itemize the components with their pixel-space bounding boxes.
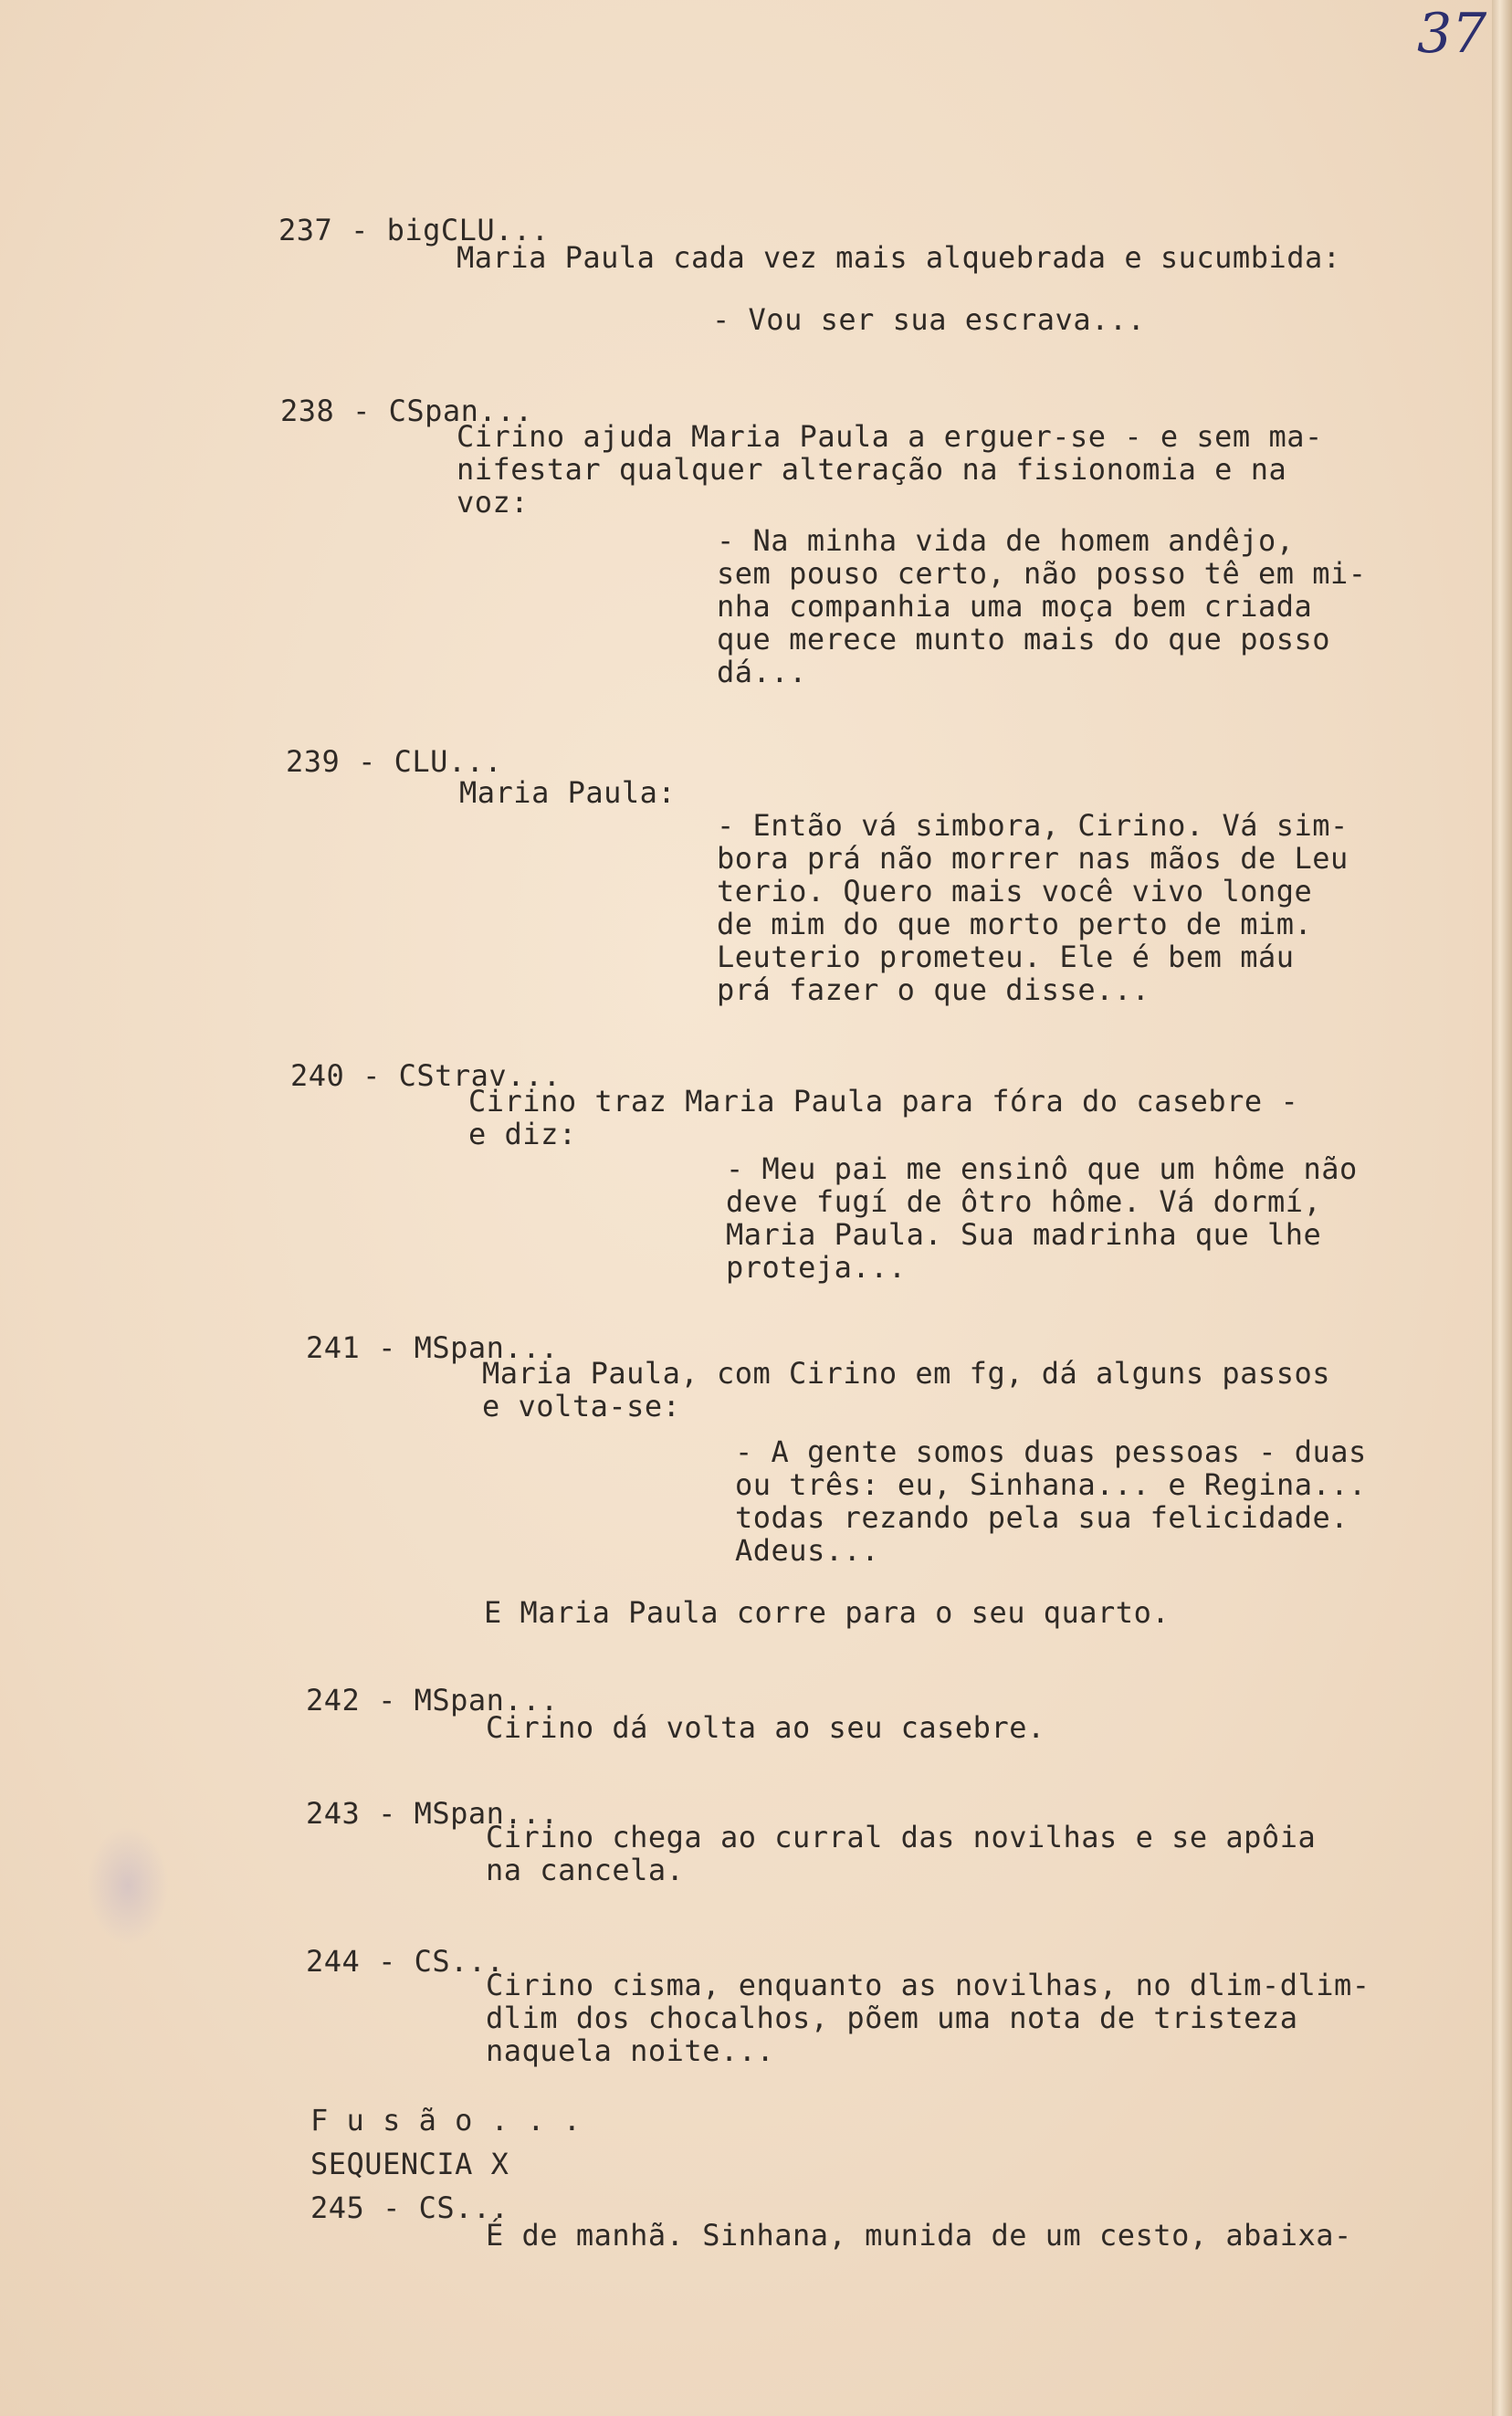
scene-dialogue-237-1: - Vou ser sua escrava... — [712, 302, 1146, 337]
scene-action-244-1: Cirino cisma, enquanto as novilhas, no dlim-dlim- — [486, 1968, 1370, 2002]
transition-label: F u s ã o . . . — [310, 2103, 582, 2138]
scene-dialogue-239-1: - Então vá simbora, Cirino. Vá sim- — [717, 808, 1349, 843]
scene-dialogue-241-1: - A gente somos duas pessoas - duas — [735, 1434, 1367, 1469]
scene-heading-243: 243 - MSpan... — [306, 1796, 559, 1831]
scene-dialogue-241-4: Adeus... — [735, 1533, 880, 1568]
scene-heading-244: 244 - CS... — [306, 1944, 505, 1979]
scene-action-243-2: na cancela. — [486, 1853, 685, 1887]
scene-dialogue-240-1: - Meu pai me ensinô que um hôme não — [726, 1151, 1358, 1186]
scene-action-238-2: nifestar qualquer alteração na fisionomia e na — [457, 452, 1287, 487]
scene-action-242-1: Cirino dá volta ao seu casebre. — [486, 1710, 1045, 1745]
scene-heading-240: 240 - CStrav... — [290, 1058, 562, 1093]
scene-heading-245: 245 - CS... — [310, 2190, 509, 2225]
scene-heading-242: 242 - MSpan... — [306, 1683, 559, 1717]
scene-action-238-1: Cirino ajuda Maria Paula a erguer-se - e sem ma- — [457, 419, 1323, 454]
scene-action-239-1: Maria Paula: — [459, 775, 677, 810]
scene-heading-237: 237 - bigCLU... — [278, 213, 550, 247]
scene-heading-241: 241 - MSpan... — [306, 1330, 559, 1365]
scene-after-241-1: E Maria Paula corre para o seu quarto. — [484, 1595, 1171, 1630]
scene-dialogue-239-2: bora prá não morrer nas mãos de Leu — [717, 841, 1349, 876]
scene-action-238-3: voz: — [457, 485, 530, 520]
scene-dialogue-238-1: - Na minha vida de homem andêjo, — [717, 523, 1295, 558]
scene-dialogue-239-4: de mim do que morto perto de mim. — [717, 907, 1313, 941]
page-number: 37 — [1417, 2, 1487, 66]
scene-action-240-2: e diz: — [468, 1117, 577, 1151]
scene-action-245-1: É de manhã. Sinhana, munida de um cesto, abaixa- — [486, 2218, 1352, 2253]
scene-dialogue-238-2: sem pouso certo, não posso tê em mi- — [717, 556, 1367, 591]
scene-heading-238: 238 - CSpan... — [280, 394, 533, 428]
scene-action-241-2: e volta-se: — [482, 1389, 681, 1423]
scene-dialogue-240-4: proteja... — [726, 1250, 907, 1285]
scene-action-244-2: dlim dos chocalhos, põem uma nota de tristeza — [486, 2001, 1298, 2035]
scene-dialogue-241-2: ou três: eu, Sinhana... e Regina... — [735, 1467, 1367, 1502]
scene-action-240-1: Cirino traz Maria Paula para fóra do casebre - — [468, 1084, 1299, 1119]
sequence-label: SEQUENCIA X — [310, 2147, 509, 2181]
scene-dialogue-241-3: todas rezando pela sua felicidade. — [735, 1500, 1349, 1535]
ink-stain — [87, 1826, 169, 1945]
scene-dialogue-238-4: que merece munto mais do que posso — [717, 622, 1331, 657]
scene-action-241-1: Maria Paula, com Cirino em fg, dá alguns passos — [482, 1356, 1330, 1391]
scene-dialogue-239-3: terio. Quero mais você vivo longe — [717, 874, 1313, 909]
scene-dialogue-239-5: Leuterio prometeu. Ele é bem máu — [717, 940, 1295, 974]
scene-heading-239: 239 - CLU... — [286, 744, 503, 779]
scene-action-237-1: Maria Paula cada vez mais alquebrada e sucumbida: — [457, 240, 1341, 275]
scene-dialogue-238-5: dá... — [717, 655, 807, 689]
scene-dialogue-240-3: Maria Paula. Sua madrinha que lhe — [726, 1217, 1322, 1252]
scene-dialogue-239-6: prá fazer o que disse... — [717, 972, 1150, 1007]
scene-action-244-3: naquela noite... — [486, 2033, 775, 2068]
scene-dialogue-238-3: nha companhia uma moça bem criada — [717, 589, 1313, 624]
scene-dialogue-240-2: deve fugí de ôtro hôme. Vá dormí, — [726, 1184, 1322, 1219]
scene-action-243-1: Cirino chega ao curral das novilhas e se apôia — [486, 1820, 1317, 1854]
page-edge — [1492, 0, 1512, 2416]
